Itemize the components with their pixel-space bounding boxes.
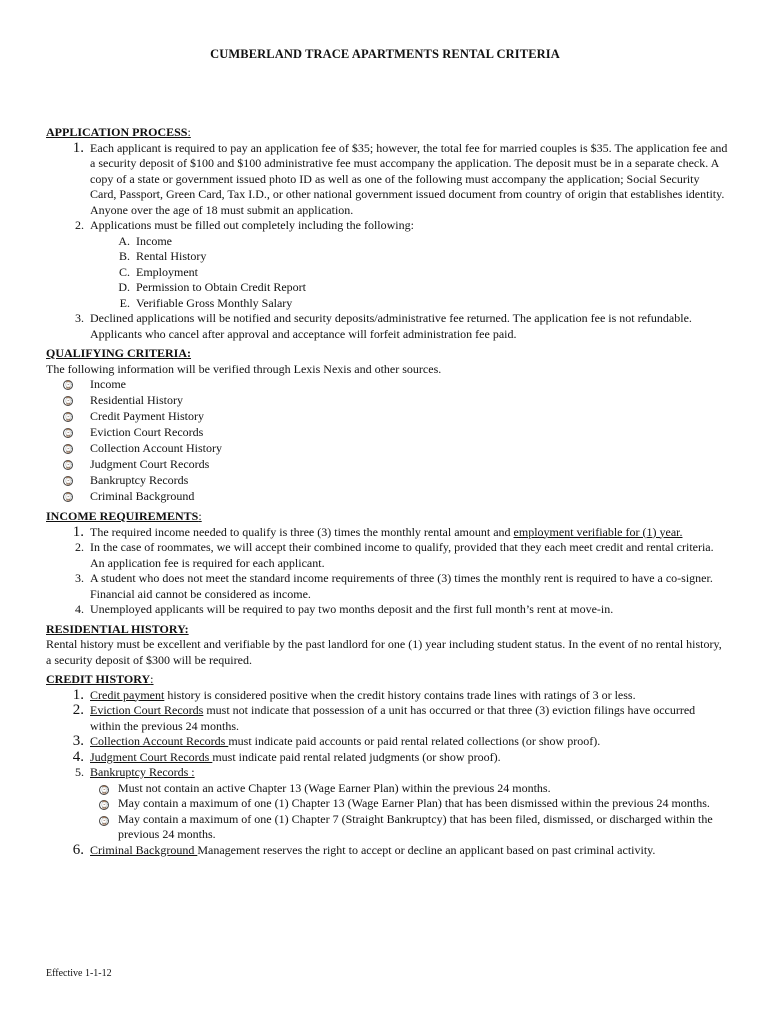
sublist-text: Income bbox=[136, 233, 172, 248]
list-item bbox=[90, 812, 728, 843]
list-label: Eviction Court Records bbox=[90, 703, 204, 717]
list-text-part: Management reserves the right to accept or decline an applicant based on past criminal activity. bbox=[197, 842, 656, 857]
list-text bbox=[90, 734, 728, 750]
page-title: CUMBERLAND TRACE APARTMENTS RENTAL CRITERIA bbox=[210, 47, 560, 61]
list-text: Income bbox=[90, 377, 126, 392]
list-text bbox=[90, 765, 728, 781]
credit-section bbox=[46, 672, 728, 858]
list-number: 4. bbox=[72, 748, 84, 765]
list-text-part: must indicate paid rental related judgments (or show proof). bbox=[212, 749, 501, 764]
clock-icon: ⌚ bbox=[64, 381, 73, 390]
clock-icon: ⌚ bbox=[100, 816, 109, 825]
application-section bbox=[46, 125, 728, 342]
list-item bbox=[46, 734, 728, 750]
list-item bbox=[46, 765, 728, 781]
list-item bbox=[46, 141, 728, 219]
list-text: In the case of roommates, we will accept their combined income to qualify, provided that they each meet credit and rental criteria. An application fee is required for each applicant. bbox=[90, 540, 714, 570]
list-text bbox=[90, 703, 728, 734]
clock-icon: ⌚ bbox=[64, 477, 73, 486]
list-text: Declined applications will be notified and security deposits/administrative fee returned. The application fee is not refundable. Applicants who cancel after approval and acceptance will forfeit administration fee paid. bbox=[90, 311, 692, 341]
list-text: Eviction Court Records bbox=[90, 425, 204, 440]
list-item bbox=[46, 377, 728, 393]
application-sublist bbox=[46, 234, 728, 312]
list-label: Bankruptcy Records : bbox=[90, 765, 195, 779]
list-label: Criminal Background bbox=[90, 842, 198, 857]
list-item bbox=[46, 218, 728, 234]
application-heading-colon: : bbox=[187, 125, 191, 139]
list-text: Credit Payment History bbox=[90, 409, 204, 424]
list-text: May contain a maximum of one (1) Chapter 7 (Straight Bankruptcy) that has been filed, dismissed, or discharged within the previous 24 months. bbox=[118, 811, 713, 841]
list-number: 3. bbox=[75, 311, 84, 325]
qualifying-heading: QUALIFYING CRITERIA: bbox=[46, 346, 192, 360]
sublist-letter: D. bbox=[118, 280, 130, 294]
sublist-letter: B. bbox=[118, 249, 130, 263]
sublist-item bbox=[90, 296, 728, 312]
list-number: 2. bbox=[72, 702, 84, 718]
list-text: Each applicant is required to pay an application fee of $35; however, the total fee for married couples is $35. The application fee and a security deposit of $100 and $100 administrative fee must accompany the application. The deposit must be in a separate check. A copy of a state or government issued photo ID as well as one of the following must accompany the application; Social Security Card, Passport, Green Card, Tax I.D., or other national government issued document from country of origin that establishes identity. Anyone over the age of 18 must submit an application. bbox=[90, 140, 728, 217]
list-number: 2. bbox=[75, 218, 84, 232]
income-heading-colon: : bbox=[198, 509, 202, 523]
clock-icon: ⌚ bbox=[64, 413, 73, 422]
list-text: Must not contain an active Chapter 13 (Wage Earner Plan) within the previous 24 months. bbox=[118, 780, 551, 795]
list-text bbox=[90, 688, 728, 704]
sublist-item bbox=[90, 265, 728, 281]
sublist-letter: E. bbox=[119, 295, 130, 310]
list-item bbox=[46, 393, 728, 409]
sublist-item bbox=[90, 249, 728, 265]
qualifying-intro: The following information will be verified through Lexis Nexis and other sources. bbox=[46, 361, 442, 376]
list-text-underlined: employment verifiable for (1) year. bbox=[513, 524, 683, 539]
list-item bbox=[46, 602, 728, 618]
list-number: 1. bbox=[72, 139, 84, 156]
list-number: 6. bbox=[72, 841, 84, 858]
list-item bbox=[90, 796, 728, 812]
list-number: 1. bbox=[72, 686, 84, 703]
list-item bbox=[46, 425, 728, 441]
clock-icon: ⌚ bbox=[64, 397, 73, 406]
list-text-part: The required income needed to qualify is three (3) times the monthly rental amount and bbox=[90, 524, 514, 539]
bankruptcy-list bbox=[46, 781, 728, 843]
list-item bbox=[46, 441, 728, 457]
list-number: 4. bbox=[75, 602, 84, 616]
list-text: Bankruptcy Records bbox=[90, 473, 189, 488]
income-heading-text: INCOME REQUIREMENTS bbox=[46, 509, 199, 523]
residential-heading: RESIDENTIAL HISTORY: bbox=[46, 621, 189, 636]
income-heading bbox=[46, 509, 728, 525]
list-number: 3. bbox=[72, 733, 84, 749]
application-heading bbox=[46, 125, 728, 141]
list-item bbox=[46, 688, 728, 704]
list-text-part: must indicate paid accounts or paid rental related collections (or show proof). bbox=[228, 734, 601, 748]
sublist-letter: A. bbox=[118, 233, 130, 248]
list-number: 5. bbox=[75, 765, 84, 779]
sublist-letter: C. bbox=[118, 264, 130, 279]
list-text bbox=[90, 525, 728, 541]
income-section bbox=[46, 509, 728, 618]
sublist-text: Verifiable Gross Monthly Salary bbox=[136, 295, 293, 310]
list-number: 1. bbox=[72, 523, 84, 540]
credit-heading bbox=[46, 672, 728, 688]
list-item bbox=[46, 311, 728, 342]
qualifying-section bbox=[46, 346, 728, 505]
clock-icon: ⌚ bbox=[64, 493, 73, 502]
sublist-item bbox=[90, 280, 728, 296]
list-item bbox=[46, 843, 728, 859]
list-text: Unemployed applicants will be required to pay two months deposit and the first full month’s rent at move-in. bbox=[90, 602, 614, 616]
income-list bbox=[46, 525, 728, 618]
list-item bbox=[46, 571, 728, 602]
list-text bbox=[90, 843, 728, 859]
list-item bbox=[46, 750, 728, 766]
list-text: Residential History bbox=[90, 393, 183, 408]
credit-heading-text: CREDIT HISTORY bbox=[46, 672, 151, 686]
clock-icon: ⌚ bbox=[64, 461, 73, 470]
list-item bbox=[46, 540, 728, 571]
sublist-item bbox=[90, 234, 728, 250]
clock-icon: ⌚ bbox=[100, 785, 109, 794]
list-item bbox=[46, 457, 728, 473]
sublist-text: Rental History bbox=[136, 249, 207, 263]
footer-effective-date: Effective 1-1-12 bbox=[46, 968, 112, 979]
list-text: Applications must be filled out completely including the following: bbox=[90, 218, 414, 232]
list-item bbox=[46, 703, 728, 734]
clock-icon: ⌚ bbox=[100, 801, 109, 809]
list-text: May contain a maximum of one (1) Chapter 13 (Wage Earner Plan) that has been dismissed within the previous 24 months. bbox=[118, 796, 710, 810]
list-number: 3. bbox=[75, 571, 84, 585]
list-text bbox=[90, 750, 728, 766]
residential-section bbox=[46, 622, 728, 669]
application-heading-text: APPLICATION PROCESS bbox=[46, 125, 188, 139]
clock-icon: ⌚ bbox=[64, 445, 73, 454]
sublist-text: Employment bbox=[136, 264, 198, 279]
credit-list bbox=[46, 688, 728, 859]
clock-icon: ⌚ bbox=[64, 429, 73, 438]
list-number: 2. bbox=[75, 540, 84, 554]
qualifying-list bbox=[46, 377, 728, 505]
residential-text: Rental history must be excellent and verifiable by the past landlord for one (1) year including student status. In the event of no rental history, a security deposit of $300 will be required. bbox=[46, 637, 722, 667]
list-text: Judgment Court Records bbox=[90, 457, 210, 472]
list-label: Credit payment bbox=[90, 687, 165, 702]
list-text: A student who does not meet the standard income requirements of three (3) times the monthly rent is required to have a co-signer. Financial aid cannot be considered as income. bbox=[90, 571, 713, 601]
list-item bbox=[46, 525, 728, 541]
list-item bbox=[46, 489, 728, 505]
list-text-part: must not indicate that possession of a unit has occurred or that three (3) eviction filings have occurred within the previous 24 months. bbox=[90, 703, 696, 733]
document-body bbox=[46, 123, 728, 858]
application-list bbox=[46, 141, 728, 343]
list-label: Judgment Court Records bbox=[90, 749, 213, 764]
list-label: Collection Account Records bbox=[90, 734, 229, 748]
credit-heading-colon: : bbox=[150, 672, 154, 686]
sublist-text: Permission to Obtain Credit Report bbox=[136, 280, 306, 294]
list-text: Criminal Background bbox=[90, 489, 195, 504]
list-text: Collection Account History bbox=[90, 441, 222, 456]
list-item bbox=[46, 473, 728, 489]
list-item bbox=[90, 781, 728, 797]
list-item bbox=[46, 409, 728, 425]
list-text-part: history is considered positive when the credit history contains trade lines with ratings of 3 or less. bbox=[164, 687, 636, 702]
